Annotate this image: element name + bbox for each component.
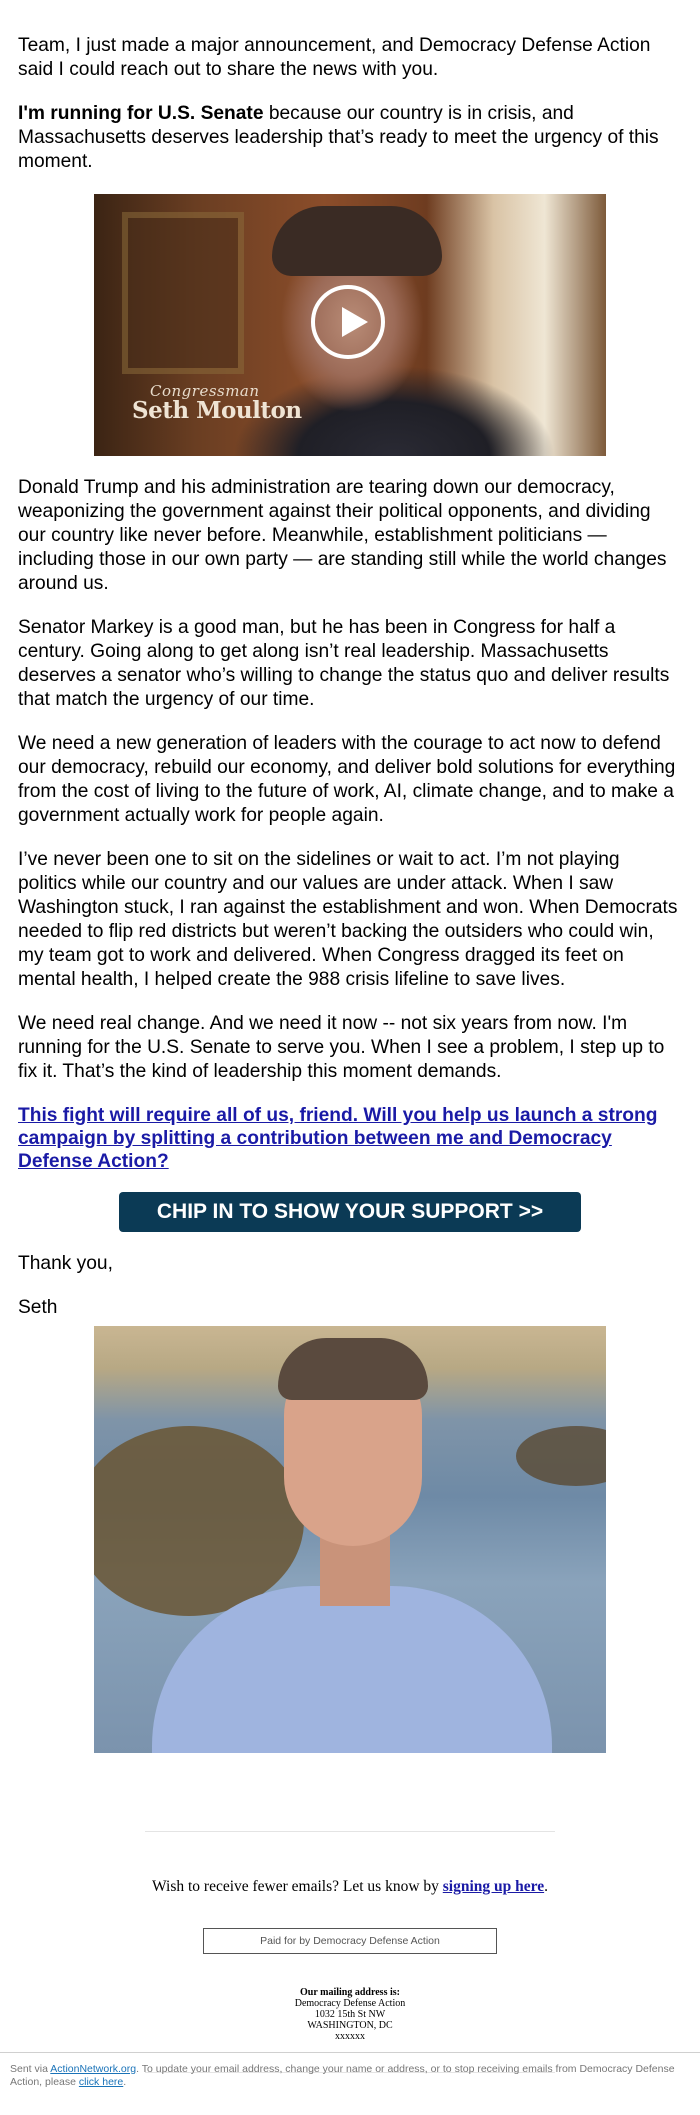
announcement-paragraph — [18, 102, 682, 174]
video-caption-name: Seth Moulton — [132, 397, 302, 424]
mailing-address-zip: xxxxxx — [335, 2031, 365, 2042]
intro-paragraph: Team, I just made a major announcement, and Democracy Defense Action said I could reach out to share the news with you. — [18, 35, 651, 80]
announcement-bold: I'm running for U.S. Senate — [18, 103, 264, 124]
mailing-address-org: Democracy Defense Action — [294, 1998, 406, 2009]
mailing-address — [145, 1987, 555, 2042]
action-network-footer — [0, 2052, 700, 2089]
contribution-link[interactable]: This fight will require all of us, friend. Will you help us launch a strong campaign by splitting a contribution between me and Democracy Defense Action? — [18, 1105, 658, 1172]
fewer-emails-prefix: Wish to receive fewer emails? Let us know by — [152, 1878, 443, 1895]
play-icon[interactable] — [311, 285, 385, 359]
video-caption-title: Congressman — [150, 382, 260, 400]
body-paragraph: Donald Trump and his administration are tearing down our democracy, weaponizing the government against their political opponents, and dividing our country like never before. Meanwhile, establishment politicians — including those in our own party — are standing still while the world changes around us. — [18, 477, 667, 594]
signing-up-link[interactable]: signing up here — [442, 1878, 545, 1895]
paid-for-disclaimer: Paid for by Democracy Defense Action — [203, 1928, 497, 1954]
announcement-text: because our country is in crisis, and Massachusetts deserves leadership that’s ready to meet the urgency of this moment. — [18, 103, 659, 172]
body-paragraph: We need a new generation of leaders with the courage to act now to defend our democracy, rebuild our economy, and deliver bold solutions for everything from the cost of living to the future of work, AI, climate change, and to make a government actually work for people again. — [18, 733, 676, 826]
fewer-emails-suffix: . — [544, 1878, 548, 1895]
action-network-link[interactable]: ActionNetwork.org — [50, 2063, 137, 2075]
candidate-portrait — [94, 1326, 606, 1753]
an-footer-text: . To update your email address, change your name or address, or to stop receiving emails from Democracy Defense Action, please — [10, 2063, 675, 2088]
portrait-hair — [278, 1338, 428, 1400]
email-footer — [145, 1831, 555, 2073]
body-paragraph: Senator Markey is a good man, but he has been in Congress for half a century. Going along to get along isn’t real leadership. Massachusetts deserves a senator who’s willing to change the status quo and deliver results that match the urgency of our time. — [18, 617, 670, 710]
an-footer-suffix: . — [123, 2076, 127, 2088]
body-paragraph: We need real change. And we need it now -- not six years from now. I'm running for the U.S. Senate to serve you. When I see a problem, I step up to fix it. That’s the kind of leadership this moment demands. — [18, 1013, 665, 1082]
signoff-name: Seth — [18, 1297, 58, 1318]
announcement-video[interactable] — [94, 194, 606, 456]
an-footer-prefix: Sent via — [10, 2063, 51, 2075]
chip-in-button[interactable]: CHIP IN TO SHOW YOUR SUPPORT >> — [119, 1192, 581, 1232]
portrait-background-rock — [516, 1426, 606, 1486]
mailing-address-city: WASHINGTON, DC — [307, 2020, 393, 2031]
fewer-emails-text — [145, 1878, 555, 1896]
mailing-address-title: Our mailing address is: — [300, 1987, 400, 1998]
portrait-background-shore — [94, 1426, 304, 1616]
mailing-address-street: 1032 15th St NW — [314, 2009, 386, 2020]
body-paragraph: I’ve never been one to sit on the sidelines or wait to act. I’m not playing politics while our country and our values are under attack. When I saw Washington stuck, I ran against the establishment and won. When Democrats needed to flip red districts but weren’t backing the outsiders who could win, my team got to work and delivered. When Congress dragged its feet on mental health, I helped create the 988 crisis lifeline to save lives. — [18, 849, 678, 990]
speaker-hair — [272, 206, 442, 276]
unsubscribe-link[interactable]: click here — [78, 2076, 124, 2088]
background-painting — [122, 212, 244, 374]
signoff-thanks: Thank you, — [18, 1253, 113, 1274]
footer-divider — [145, 1831, 555, 1832]
